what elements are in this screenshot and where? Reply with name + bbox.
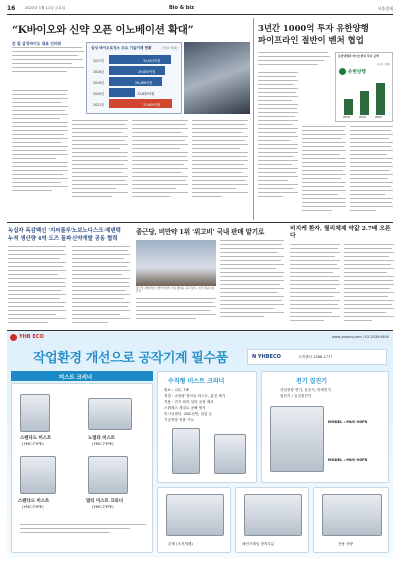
- elec-title: 전기 집진기: [296, 378, 328, 385]
- chart-bar-value: 13,832억원: [137, 91, 155, 96]
- chart-bar-label: 2017년: [93, 58, 105, 63]
- article2-body-col2: [302, 126, 346, 218]
- feature-item: 직결 : 소용량 절삭유 미스트, 분진 제거: [164, 394, 226, 398]
- article5-body-col1: [220, 240, 284, 326]
- article5-headline: 종근당, 비만약 1위 ‘위고비’ 국내 판매 맡기로: [136, 228, 265, 236]
- thumb-label: 전용 차량: [338, 542, 354, 546]
- article5-photo-caption: 종근당 관계자들이 협약식에서 기념 촬영을 하고 있다. /사진 제공=종근당: [136, 287, 215, 294]
- ad-contact: www.yhbeco.com / 02-2039-6400: [332, 335, 389, 339]
- article1-chart-title: 삼성 바이오로직스 주요 기술거래 현황: [91, 46, 152, 50]
- article6-body-col2: [344, 244, 394, 326]
- article6-headline: 비지케 환자, 퀄리체제 약값 2.7배 오른다: [290, 226, 391, 239]
- chart-bar: [109, 55, 171, 64]
- mist-products-card: [11, 383, 153, 553]
- article1-headline: “K바이오와 신약 오픈 이노베이션 확대”: [12, 24, 194, 36]
- page-header: [7, 4, 393, 14]
- elec-feature: 산업현장 연기, 유증기, 미세먼지: [280, 388, 331, 392]
- machine-label: 멀티 미스트 크리너: [86, 499, 123, 504]
- ad-partner: 고객센터 1588-1777: [298, 355, 333, 359]
- article1-body-col4: [192, 120, 248, 220]
- feature-item: 머시닝센터, CNC선반, 밀링 등: [164, 412, 213, 416]
- bottom-thumb: [235, 487, 309, 553]
- ad-brand: YHB ECO: [19, 334, 44, 340]
- chart-bar: [109, 66, 165, 75]
- chart-bar-label: 2020년: [93, 91, 105, 96]
- vertical-mist-image: [172, 428, 200, 474]
- section-title: Bio & biz: [169, 5, 195, 11]
- article3-headline-1: 녹십자 독감백신 ‘지씨플루’: [8, 228, 73, 234]
- chart-bar-row: [93, 55, 179, 64]
- page-number: 16: [7, 5, 16, 12]
- chart-bar-row: [93, 66, 179, 75]
- machine-model: (YMC-TYPE): [22, 504, 44, 509]
- advertisement: [7, 330, 393, 558]
- thumb-label: 메인프레임 장착부분: [242, 542, 275, 546]
- article4-body: [72, 246, 130, 326]
- chart-bar-label: 2021년: [93, 102, 105, 107]
- dust-collector-image: [270, 406, 324, 472]
- ad-brand-box: [247, 349, 387, 365]
- vertical-mist-card: [157, 371, 257, 483]
- chart-bar-label: 2018년: [93, 69, 105, 74]
- ad-top-bar: [7, 331, 393, 343]
- article1-body-col3: [132, 120, 188, 220]
- article2-body-col1: [258, 72, 298, 218]
- article2-chart-title: 유한양행의 바이오벤처 투자 금액: [338, 54, 379, 58]
- article1-intro-text: [12, 47, 84, 87]
- section-rule: [7, 222, 393, 223]
- article5-photo: [136, 240, 216, 286]
- article1-subhead: 존 림 삼성바이오 대표 인터뷰: [12, 41, 62, 46]
- chart-bar: [344, 99, 353, 115]
- chart-x-label: 2019: [359, 116, 366, 119]
- yuhan-logo-icon: [339, 68, 346, 75]
- column-divider: [253, 18, 254, 220]
- article2-chart-unit: (단위: 억원): [377, 63, 390, 66]
- chart-bar-value: 29,855억원: [138, 69, 156, 74]
- chart-bar-row: [93, 77, 179, 86]
- article5-body-col2: [136, 298, 216, 326]
- mist-cleaner-image: [20, 456, 56, 494]
- elec-feature: 집진기 / 유닛집진기: [280, 394, 312, 398]
- issue-date: 2021년 1월 11일 금요일: [25, 6, 66, 10]
- thumb-image: [322, 494, 382, 536]
- chart-bar-row: [93, 99, 179, 108]
- bottom-thumb: [313, 487, 389, 553]
- yhb-logo-icon: [10, 334, 17, 341]
- elec-model: MODEL : MUC-90FR: [328, 420, 368, 424]
- article2-headline-1: 3년간 1000억 투자 유한양행: [258, 23, 369, 33]
- feature-item: 적용 : 전기 화학 설비 공장 제조: [164, 400, 214, 404]
- chart-bar-row: [93, 88, 179, 97]
- machine-model: (YMC-TYPE): [92, 504, 114, 509]
- elec-model: MODEL : MUC-90FR: [328, 458, 368, 462]
- thumb-image: [244, 494, 302, 536]
- article1-body-col1: [12, 90, 68, 220]
- article6-body-col1: [290, 244, 340, 326]
- article1-body-col2: [72, 120, 128, 220]
- chart-bar-value: 33,003억원: [143, 58, 161, 63]
- thumb-label: 본체 (조건개폐): [168, 542, 193, 546]
- feature-item: 스텐레스 재질로 공해 방지: [164, 406, 206, 410]
- feature-item: 원료 : 나무, TIP: [164, 388, 190, 392]
- mist-cleaner-image: [88, 398, 132, 430]
- article2-headline-2: 파이프라인 절반이 벤처 협업: [258, 35, 364, 45]
- chart-x-label: 2020: [375, 116, 382, 119]
- paper-name: 서울경제: [377, 6, 393, 11]
- vertical-mist-image: [214, 434, 246, 474]
- article1-chart: [86, 42, 182, 114]
- mist-cleaner-image: [88, 456, 128, 494]
- article1-photo: [184, 42, 250, 114]
- article4-headline-1: 노보노디스크·제넨텍: [72, 228, 121, 234]
- article4-headline-2: 신약개발 공동 협력: [72, 236, 118, 242]
- mist-section-title: 미스트 크리너: [59, 374, 93, 381]
- dust-collector-card: [261, 371, 389, 483]
- machine-label: 스탠다드 미스트: [18, 499, 50, 504]
- chart-x-label: 2018: [343, 116, 350, 119]
- chart-bar-value: 28,466억원: [135, 80, 153, 85]
- feature-item: 가공현장 적용 가능: [164, 418, 195, 422]
- machine-model: (YMC-TYPE): [92, 441, 114, 446]
- machine-label: 스탠다드 미스트: [20, 436, 52, 441]
- bottom-thumb: [157, 487, 231, 553]
- chart-bar-label: 2019년: [93, 80, 105, 85]
- machine-label: 노멀타 미스트: [88, 436, 115, 441]
- mist-cleaner-image: [20, 394, 50, 432]
- header-rule: [7, 14, 393, 15]
- article3-headline-2: 누적 생산량 4억 도즈 돌파: [8, 236, 72, 242]
- mist-footnote: [20, 524, 146, 542]
- chart-bar: [376, 83, 385, 115]
- machine-model: (YMC-TYPE): [22, 441, 44, 446]
- chart-bar: [109, 99, 172, 108]
- article1-chart-unit: (단위: 억원): [162, 46, 177, 50]
- chart-bar: [360, 91, 369, 115]
- features-title: 수직형 미스트 크리너: [168, 378, 225, 385]
- yuhan-logo-text: 유한양행: [348, 70, 366, 75]
- article2-chart: [335, 52, 393, 122]
- ad-title: 작업환경 개선으로 공작기계 필수품: [33, 351, 228, 366]
- ad-brand2: N YHBECO: [252, 354, 281, 360]
- chart-bar-value: 33,600억원: [143, 102, 161, 107]
- chart-bar: [109, 88, 135, 97]
- thumb-image: [166, 494, 224, 536]
- article3-body: [8, 246, 66, 326]
- mist-section-header: [11, 371, 153, 381]
- article2-body-col3: [350, 126, 393, 218]
